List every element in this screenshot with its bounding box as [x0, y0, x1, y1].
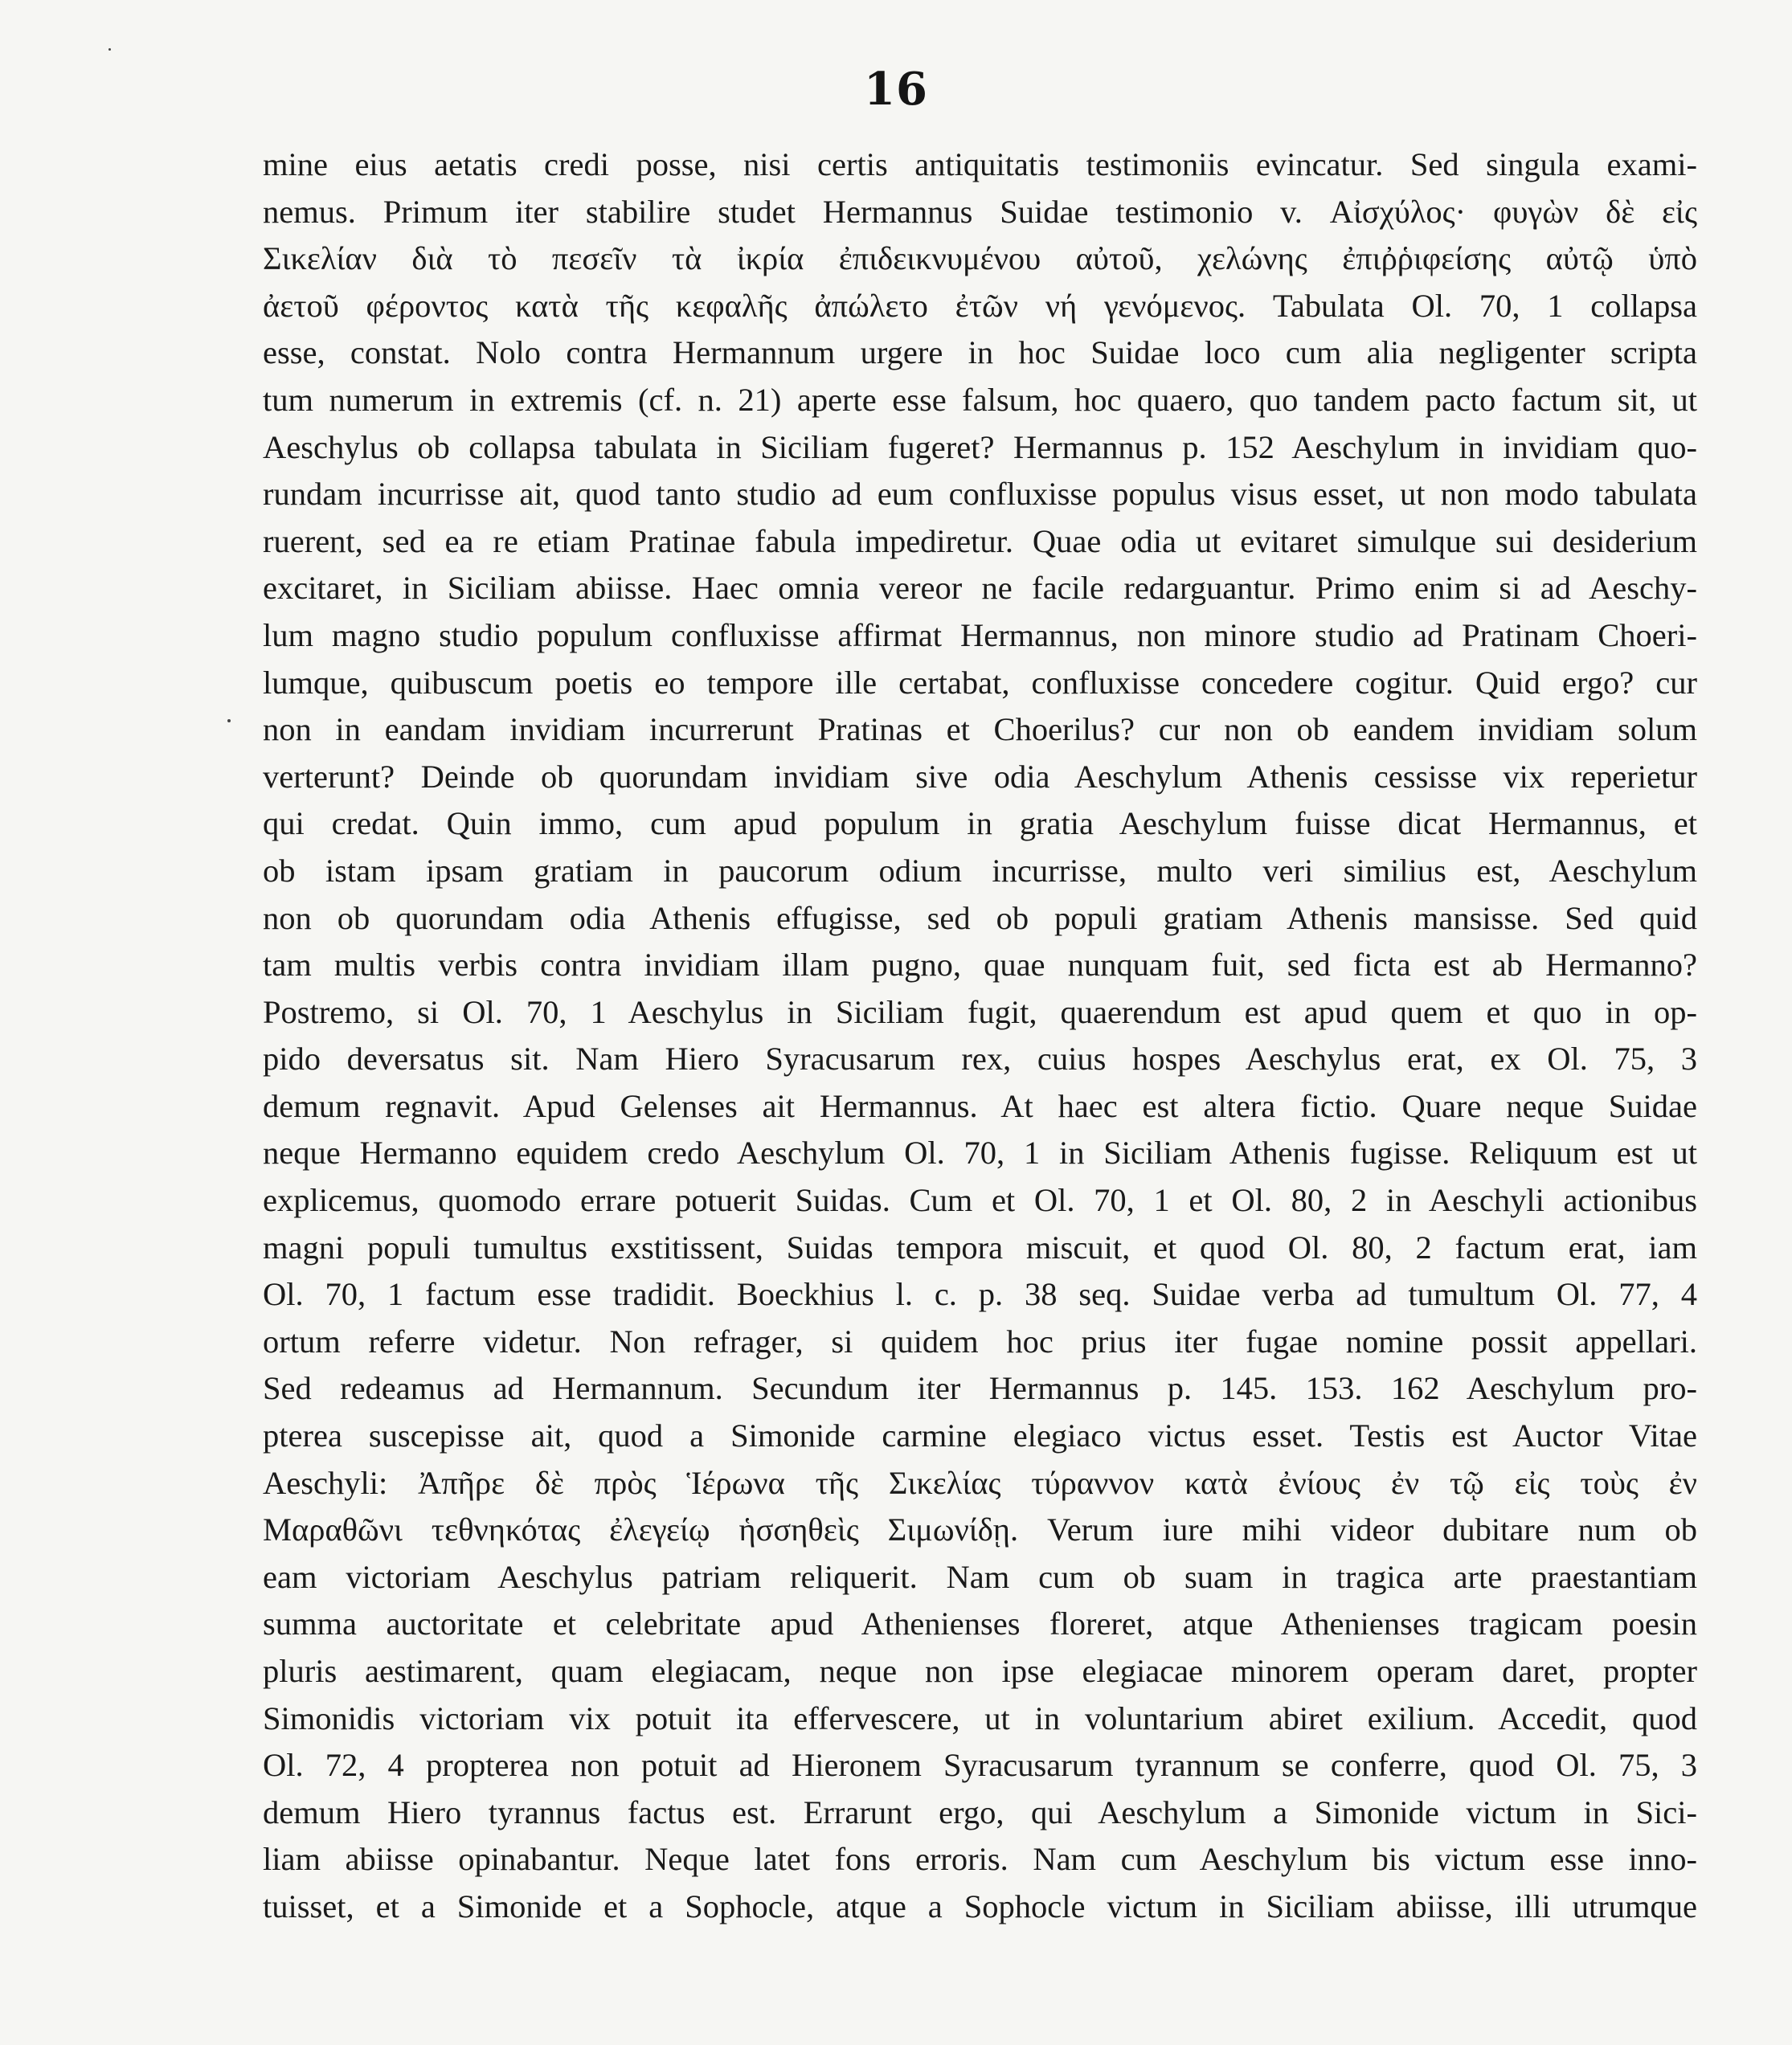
text-line: nemus. Primum iter stabilire studet Hermannus Suidae testimonio v. Αἰσχύλος· φυγὼν δὲ εἰς — [263, 193, 1697, 230]
text-line: Simonidis victoriam vix potuit ita effervescere, ut in voluntarium abiret exilium. Accedit, quod — [263, 1699, 1697, 1736]
text-line: Σικελίαν διὰ τὸ πεσεῖν τὰ ἰκρία ἐπιδεικνυμένου αὐτοῦ, χελώνης ἐπιῤῥιφείσης αὐτῷ ὑπὸ — [263, 240, 1697, 277]
text-line: Aeschylus ob collapsa tabulata in Siciliam fugeret? Hermannus p. 152 Aeschylum in invidiam quo- — [263, 428, 1697, 465]
text-line: ob istam ipsam gratiam in paucorum odium incurrisse, multo veri similius est, Aeschylum — [263, 852, 1697, 889]
text-line: tuisset, et a Simonide et a Sophocle, atque a Sophocle victum in Siciliam abiisse, illi utrumque — [263, 1888, 1697, 1924]
text-line: ἀετοῦ φέροντος κατὰ τῆς κεφαλῆς ἀπώλετο ἐτῶν νή γενόμενος. Tabulata Ol. 70, 1 collapsa — [263, 287, 1697, 324]
text-line: lumque, quibuscum poetis eo tempore ille certabat, confluxisse concedere cogitur. Quid ergo? cur — [263, 664, 1697, 701]
paper-speck — [108, 48, 111, 51]
text-line: neque Hermanno equidem credo Aeschylum Ol. 70, 1 in Siciliam Athenis fugisse. Reliquum est ut — [263, 1135, 1697, 1172]
text-line: Aeschyli: Ἀπῆρε δὲ πρὸς Ἱέρωνα τῆς Σικελίας τύραννον κατὰ ἐνίους ἐν τῷ εἰς τοὺς ἐν — [263, 1464, 1697, 1501]
text-line: non in eandam invidiam incurrerunt Pratinas et Choerilus? cur non ob eandem invidiam solum — [263, 711, 1697, 748]
page-number: 16 — [864, 63, 928, 116]
text-line: pterea suscepisse ait, quod a Simonide carmine elegiaco victus esset. Testis est Auctor Vitae — [263, 1417, 1697, 1454]
text-line: excitaret, in Siciliam abiisse. Haec omnia vereor ne facile redarguantur. Primo enim si ad Aeschy- — [263, 570, 1697, 607]
body-text — [263, 141, 1697, 1931]
text-line: demum regnavit. Apud Gelenses ait Hermannus. At haec est altera fictio. Quare neque Suidae — [263, 1087, 1697, 1124]
text-line: qui credat. Quin immo, cum apud populum in gratia Aeschylum fuisse dicat Hermannus, et — [263, 805, 1697, 842]
text-line: summa auctoritate et celebritate apud Athenienses floreret, atque Athenienses tragicam poesin — [263, 1605, 1697, 1642]
text-line: demum Hiero tyrannus factus est. Errarunt ergo, qui Aeschylum a Simonide victum in Sici- — [263, 1793, 1697, 1830]
text-line: Postremo, si Ol. 70, 1 Aeschylus in Siciliam fugit, quaerendum est apud quem et quo in op- — [263, 993, 1697, 1030]
text-line: Ol. 72, 4 propterea non potuit ad Hieronem Syracusarum tyrannum se conferre, quod Ol. 75, 3 — [263, 1747, 1697, 1784]
text-line: tam multis verbis contra invidiam illam pugno, quae nunquam fuit, sed ficta est ab Hermanno? — [263, 947, 1697, 984]
text-line: eam victoriam Aeschylus patriam reliquerit. Nam cum ob suam in tragica arte praestantiam — [263, 1558, 1697, 1595]
text-line: magni populi tumultus exstitissent, Suidas tempora miscuit, et quod Ol. 80, 2 factum erat, iam — [263, 1229, 1697, 1266]
text-line: mine eius aetatis credi posse, nisi certis antiquitatis testimoniis evincatur. Sed singula exami- — [263, 146, 1697, 182]
text-line: pido deversatus sit. Nam Hiero Syracusarum rex, cuius hospes Aeschylus erat, ex Ol. 75, 3 — [263, 1041, 1697, 1078]
paper-speck — [227, 719, 231, 722]
text-line: esse, constat. Nolo contra Hermannum urgere in hoc Suidae loco cum alia negligenter scripta — [263, 334, 1697, 371]
text-line: ruerent, sed ea re etiam Pratinae fabula impediretur. Quae odia ut evitaret simulque sui desiderium — [263, 522, 1697, 559]
text-line: lum magno studio populum confluxisse affirmat Hermannus, non minore studio ad Pratinam Choeri- — [263, 616, 1697, 653]
text-line: explicemus, quomodo errare potuerit Suidas. Cum et Ol. 70, 1 et Ol. 80, 2 in Aeschyli actionibus — [263, 1182, 1697, 1219]
text-line: ortum referre videtur. Non refrager, si quidem hoc prius iter fugae nomine possit appellari. — [263, 1323, 1697, 1360]
text-line: Μαραθῶνι τεθνηκότας ἐλεγείῳ ἡσσηθεὶς Σιμωνίδῃ. Verum iure mihi videor dubitare num ob — [263, 1511, 1697, 1548]
text-line: non ob quorundam odia Athenis effugisse, sed ob populi gratiam Athenis mansisse. Sed quid — [263, 899, 1697, 936]
text-line: pluris aestimarent, quam elegiacam, neque non ipse elegiacae minorem operam daret, propter — [263, 1653, 1697, 1689]
text-line: verterunt? Deinde ob quorundam invidiam sive odia Aeschylum Athenis cessisse vix reperietur — [263, 758, 1697, 795]
text-line: liam abiisse opinabantur. Neque latet fons erroris. Nam cum Aeschylum bis victum esse inno- — [263, 1841, 1697, 1878]
text-line: tum numerum in extremis (cf. n. 21) aperte esse falsum, hoc quaero, quo tandem pacto factum sit, ut — [263, 381, 1697, 418]
text-line: rundam incurrisse ait, quod tanto studio ad eum confluxisse populus visus esset, ut non modo tabulata — [263, 476, 1697, 513]
text-line: Ol. 70, 1 factum esse tradidit. Boeckhius l. c. p. 38 seq. Suidae verba ad tumultum Ol. 77, 4 — [263, 1276, 1697, 1313]
text-line: Sed redeamus ad Hermannum. Secundum iter Hermannus p. 145. 153. 162 Aeschylum pro- — [263, 1370, 1697, 1407]
